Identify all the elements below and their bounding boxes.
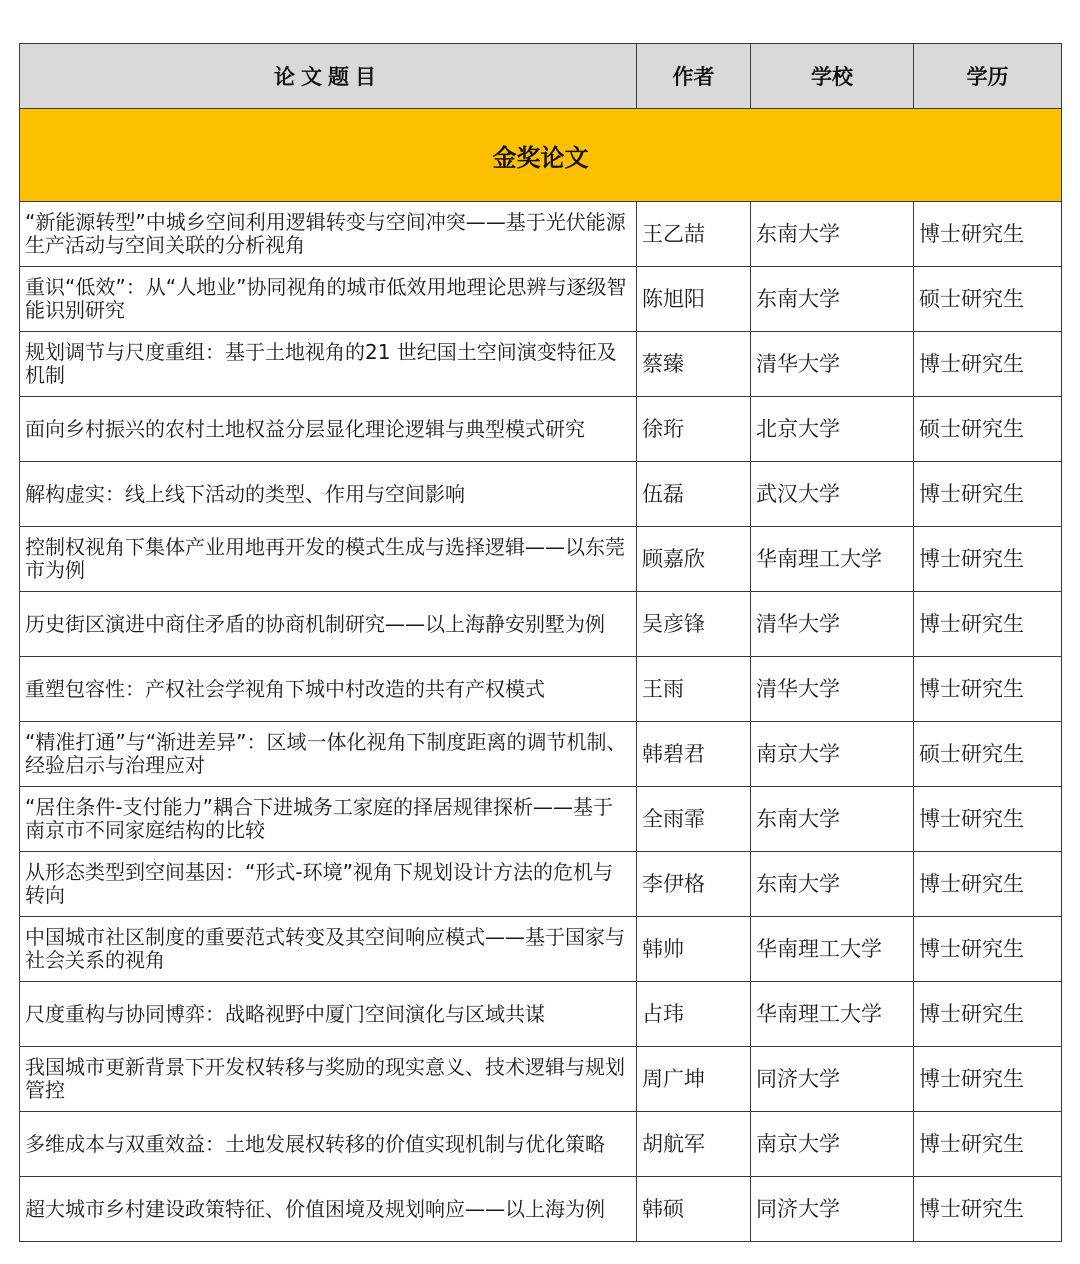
paper-title: “精准打通”与“渐进差异”：区域一体化视角下制度距离的调节机制、经验启示与治理应对 [20,722,637,787]
paper-title: 控制权视角下集体产业用地再开发的模式生成与选择逻辑——以东莞市为例 [20,527,637,592]
paper-title: 重塑包容性：产权社会学视角下城中村改造的共有产权模式 [20,657,637,722]
degree-level: 硕士研究生 [914,722,1062,787]
author-name: 李伊格 [637,852,751,917]
author-name: 胡航军 [637,1112,751,1177]
author-name: 陈旭阳 [637,267,751,332]
degree-level: 博士研究生 [914,332,1062,397]
school-name: 清华大学 [751,657,914,722]
school-name: 清华大学 [751,592,914,657]
table-row [20,722,1062,787]
header-degree: 学历 [914,44,1062,109]
degree-level: 硕士研究生 [914,397,1062,462]
table-row [20,1112,1062,1177]
school-name: 东南大学 [751,787,914,852]
degree-level: 博士研究生 [914,527,1062,592]
author-name: 蔡臻 [637,332,751,397]
author-name: 徐珩 [637,397,751,462]
paper-title: 规划调节与尺度重组：基于土地视角的21 世纪国土空间演变特征及机制 [20,332,637,397]
school-name: 东南大学 [751,267,914,332]
degree-level: 博士研究生 [914,917,1062,982]
author-name: 伍磊 [637,462,751,527]
table-row [20,1177,1062,1242]
degree-level: 博士研究生 [914,202,1062,267]
degree-level: 博士研究生 [914,592,1062,657]
author-name: 王乙喆 [637,202,751,267]
table-row [20,527,1062,592]
degree-level: 博士研究生 [914,462,1062,527]
school-name: 华南理工大学 [751,982,914,1047]
school-name: 南京大学 [751,1112,914,1177]
table-row [20,852,1062,917]
header-author: 作者 [637,44,751,109]
degree-level: 博士研究生 [914,787,1062,852]
paper-title: 面向乡村振兴的农村土地权益分层显化理论逻辑与典型模式研究 [20,397,637,462]
table-row [20,592,1062,657]
school-name: 武汉大学 [751,462,914,527]
section-title: 金奖论文 [20,109,1062,202]
author-name: 韩碧君 [637,722,751,787]
table-row [20,982,1062,1047]
school-name: 华南理工大学 [751,527,914,592]
table-row [20,917,1062,982]
header-row [20,44,1062,109]
school-name: 同济大学 [751,1177,914,1242]
paper-title: 解构虚实：线上线下活动的类型、作用与空间影响 [20,462,637,527]
table-row [20,1047,1062,1112]
degree-level: 博士研究生 [914,852,1062,917]
author-name: 韩硕 [637,1177,751,1242]
school-name: 华南理工大学 [751,917,914,982]
author-name: 全雨霏 [637,787,751,852]
school-name: 东南大学 [751,202,914,267]
header-school: 学校 [751,44,914,109]
degree-level: 博士研究生 [914,1177,1062,1242]
school-name: 清华大学 [751,332,914,397]
table-row [20,657,1062,722]
paper-title: 重识“低效”：从“人地业”协同视角的城市低效用地理论思辨与逐级智能识别研究 [20,267,637,332]
degree-level: 博士研究生 [914,1047,1062,1112]
author-name: 吴彦锋 [637,592,751,657]
header-title: 论文题目 [20,44,637,109]
awards-table [19,43,1062,1242]
school-name: 北京大学 [751,397,914,462]
paper-title: 历史街区演进中商住矛盾的协商机制研究——以上海静安别墅为例 [20,592,637,657]
table-row [20,267,1062,332]
author-name: 王雨 [637,657,751,722]
degree-level: 博士研究生 [914,657,1062,722]
author-name: 占玮 [637,982,751,1047]
degree-level: 博士研究生 [914,1112,1062,1177]
table-row [20,332,1062,397]
paper-title: “新能源转型”中城乡空间利用逻辑转变与空间冲突——基于光伏能源生产活动与空间关联的分析视角 [20,202,637,267]
degree-level: 硕士研究生 [914,267,1062,332]
author-name: 周广坤 [637,1047,751,1112]
degree-level: 博士研究生 [914,982,1062,1047]
table-row [20,462,1062,527]
author-name: 顾嘉欣 [637,527,751,592]
school-name: 同济大学 [751,1047,914,1112]
table-row [20,787,1062,852]
section-row [20,109,1062,202]
paper-title: 中国城市社区制度的重要范式转变及其空间响应模式——基于国家与社会关系的视角 [20,917,637,982]
paper-title: 尺度重构与协同博弈：战略视野中厦门空间演化与区域共谋 [20,982,637,1047]
paper-title: 多维成本与双重效益：土地发展权转移的价值实现机制与优化策略 [20,1112,637,1177]
paper-title: 超大城市乡村建设政策特征、价值困境及规划响应——以上海为例 [20,1177,637,1242]
table-row [20,397,1062,462]
paper-title: 从形态类型到空间基因：“形式-环境”视角下规划设计方法的危机与转向 [20,852,637,917]
school-name: 东南大学 [751,852,914,917]
school-name: 南京大学 [751,722,914,787]
table-row [20,202,1062,267]
paper-title: 我国城市更新背景下开发权转移与奖励的现实意义、技术逻辑与规划管控 [20,1047,637,1112]
author-name: 韩帅 [637,917,751,982]
paper-title: “居住条件-支付能力”耦合下进城务工家庭的择居规律探析——基于南京市不同家庭结构的比较 [20,787,637,852]
